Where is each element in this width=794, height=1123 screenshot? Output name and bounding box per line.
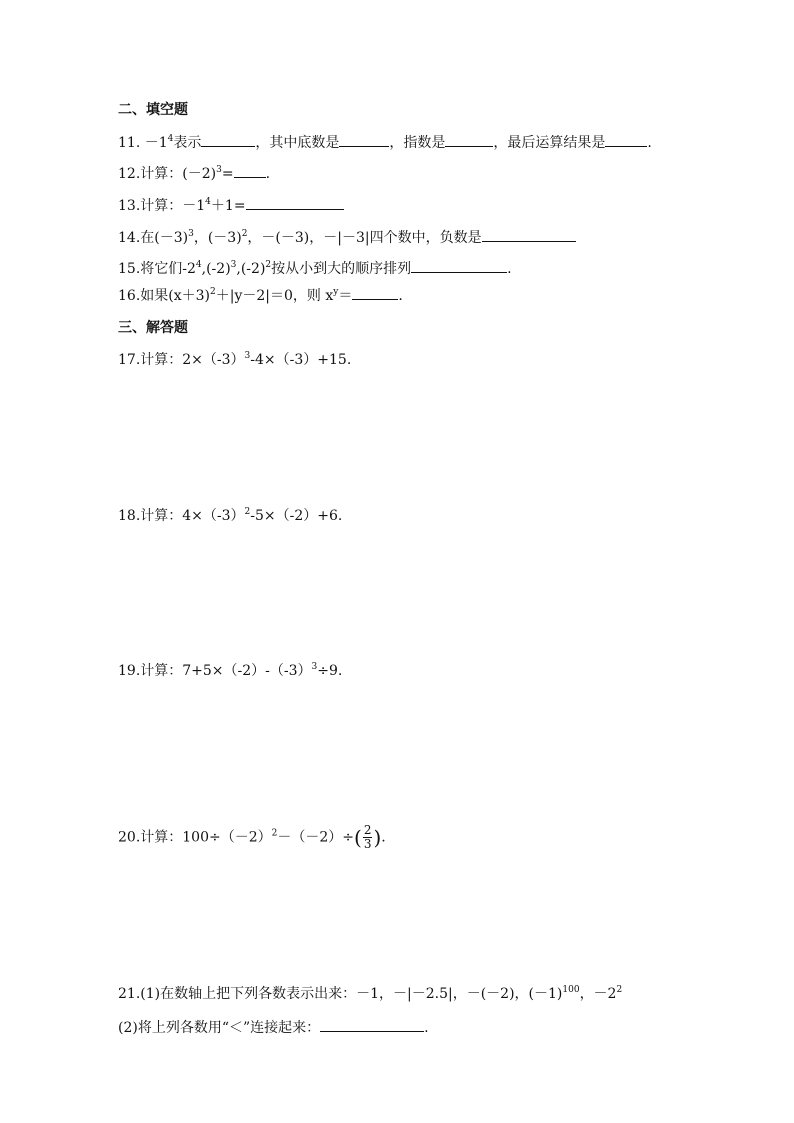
answer-blank[interactable] bbox=[320, 1017, 424, 1032]
section-fill-heading: 二、填空题 bbox=[118, 102, 188, 118]
answer-blank[interactable] bbox=[482, 227, 576, 242]
question-21-part-2: (2)将上列各数用“＜”连接起来： . bbox=[118, 1017, 429, 1037]
question-13: 13.计算：$-1^4+1=$ bbox=[118, 195, 344, 215]
answer-blank[interactable] bbox=[352, 285, 398, 300]
question-17: 17.计算：$2\times(-3)^3-4\times(-3)+15$. bbox=[118, 351, 352, 368]
answer-blank[interactable] bbox=[246, 195, 344, 210]
answer-blank[interactable] bbox=[445, 132, 493, 147]
answer-blank[interactable] bbox=[201, 132, 255, 147]
answer-blank[interactable] bbox=[234, 163, 266, 178]
question-15: 15.将它们$-2^4,(-2)^3,(-2)^2$按从小到大的顺序排列 . bbox=[118, 260, 512, 277]
answer-blank[interactable] bbox=[605, 132, 647, 147]
answer-blank[interactable] bbox=[411, 258, 507, 273]
question-20: 20.计算：$100\div(-2)^2-(-2)\div$( $\frac{2}{3}$ ). bbox=[118, 823, 386, 851]
question-19: 19.计算：$7+5\times(-2)-(-3)^3\div 9$. bbox=[118, 662, 343, 679]
question-18: 18.计算：$4\times(-3)^2-5\times(-2)+6$. bbox=[118, 507, 343, 524]
fraction: $\frac{2}{3}$ bbox=[363, 823, 372, 851]
question-12: 12.计算：$(-2)^3=$ . bbox=[118, 165, 271, 182]
question-14: 14.在$(-3)^3$，$(-3)^2$，－(－3)，－|－3|四个数中，负数是 bbox=[118, 227, 576, 247]
answer-blank[interactable] bbox=[339, 132, 389, 147]
section-solve-heading: 三、解答题 bbox=[118, 320, 188, 336]
question-11: 11. $-1^4$表示 ，其中底数是 ，指数是 ，最后运算结果是 . bbox=[118, 134, 652, 151]
question-21-part-1: 21.(1)在数轴上把下列各数表示出来：－1，－|－2.5|，－(－2)，$(-1)^{100}$，$-2^2$ bbox=[118, 985, 623, 1002]
question-16: 16.如果$(x+3)^2+|y-2|=0$，则 $x^y=$ . bbox=[118, 287, 403, 304]
